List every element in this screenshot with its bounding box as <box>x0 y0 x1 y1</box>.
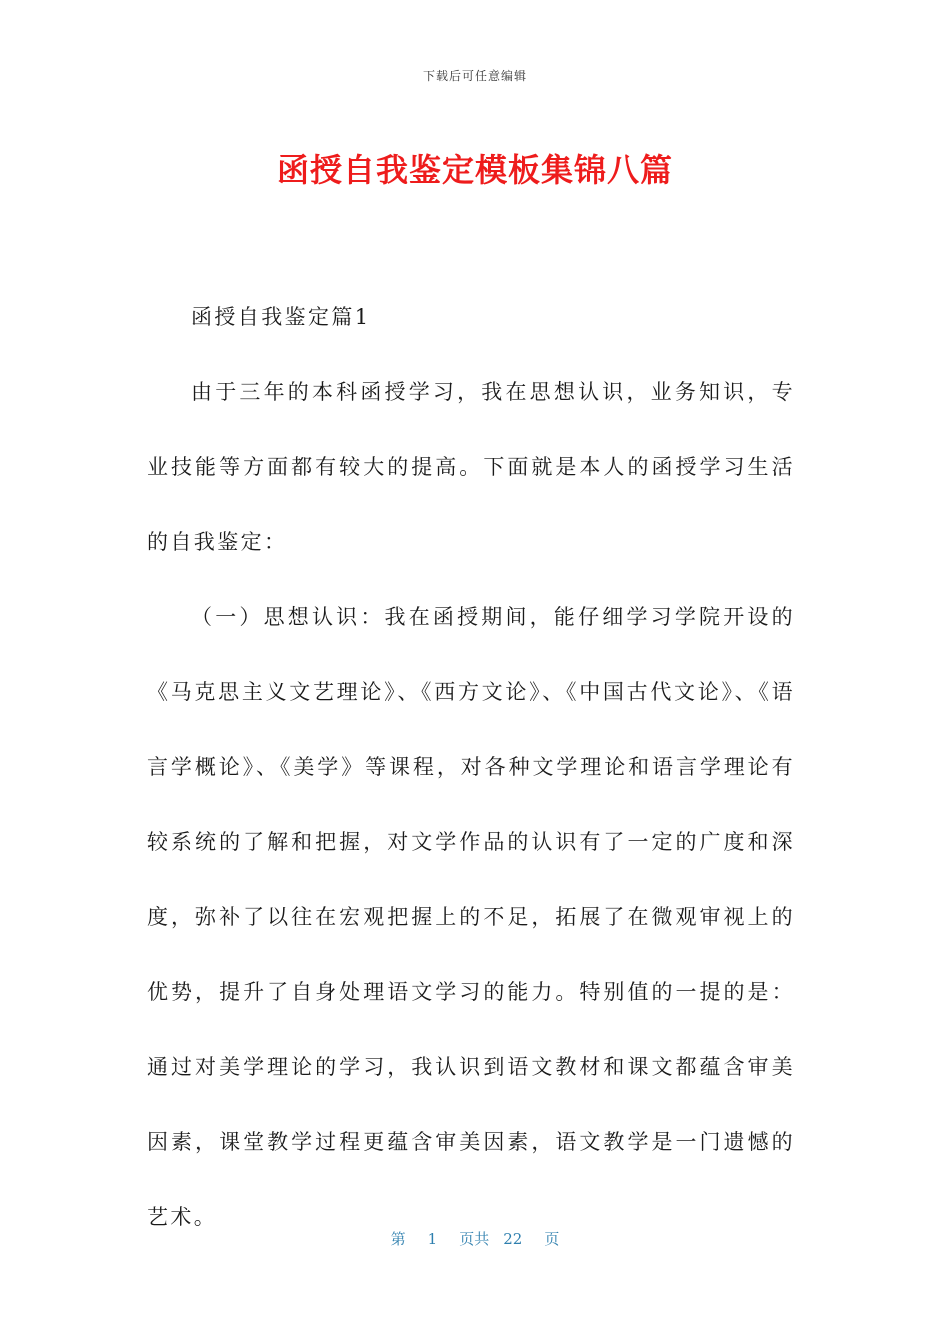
page-footer <box>0 1228 950 1249</box>
document-title: 函授自我鉴定模板集锦八篇 <box>276 151 673 189</box>
footer-middle: 页共 <box>459 1230 490 1248</box>
footer-suffix: 页 <box>544 1230 560 1248</box>
section-heading: 函授自我鉴定篇1 <box>191 305 371 329</box>
header-note: 下载后可任意编辑 <box>422 69 527 83</box>
paragraph-intro: 由于三年的本科函授学习，我在思想认识，业务知识，专业技能等方面都有较大的提高。下面就是本人的函授学习生活的自我鉴定： <box>147 380 795 554</box>
footer-prefix: 第 <box>390 1230 406 1248</box>
footer-current-page: 1 <box>427 1230 438 1248</box>
document-body <box>147 280 795 1255</box>
footer-total-pages: 22 <box>503 1230 523 1248</box>
paragraph-thought: （一）思想认识：我在函授期间，能仔细学习学院开设的《马克思主义文艺理论》、《西方文论》、《中国古代文论》、《语言学概论》、《美学》等课程，对各种文学理论和语言学理论有较系统的了解和把握，对文学作品的认识有了一定的广度和深度，弥补了以往在宏观把握上的不足，拓展了在微观审视上的优势，提升了自身处理语文学习的能力。特别值的一提的是：通过对美学理论的学习，我认识到语文教材和课文都蕴含审美因素，课堂教学过程更蕴含审美因素，语文教学是一门遗憾的艺术。 <box>147 605 795 1229</box>
